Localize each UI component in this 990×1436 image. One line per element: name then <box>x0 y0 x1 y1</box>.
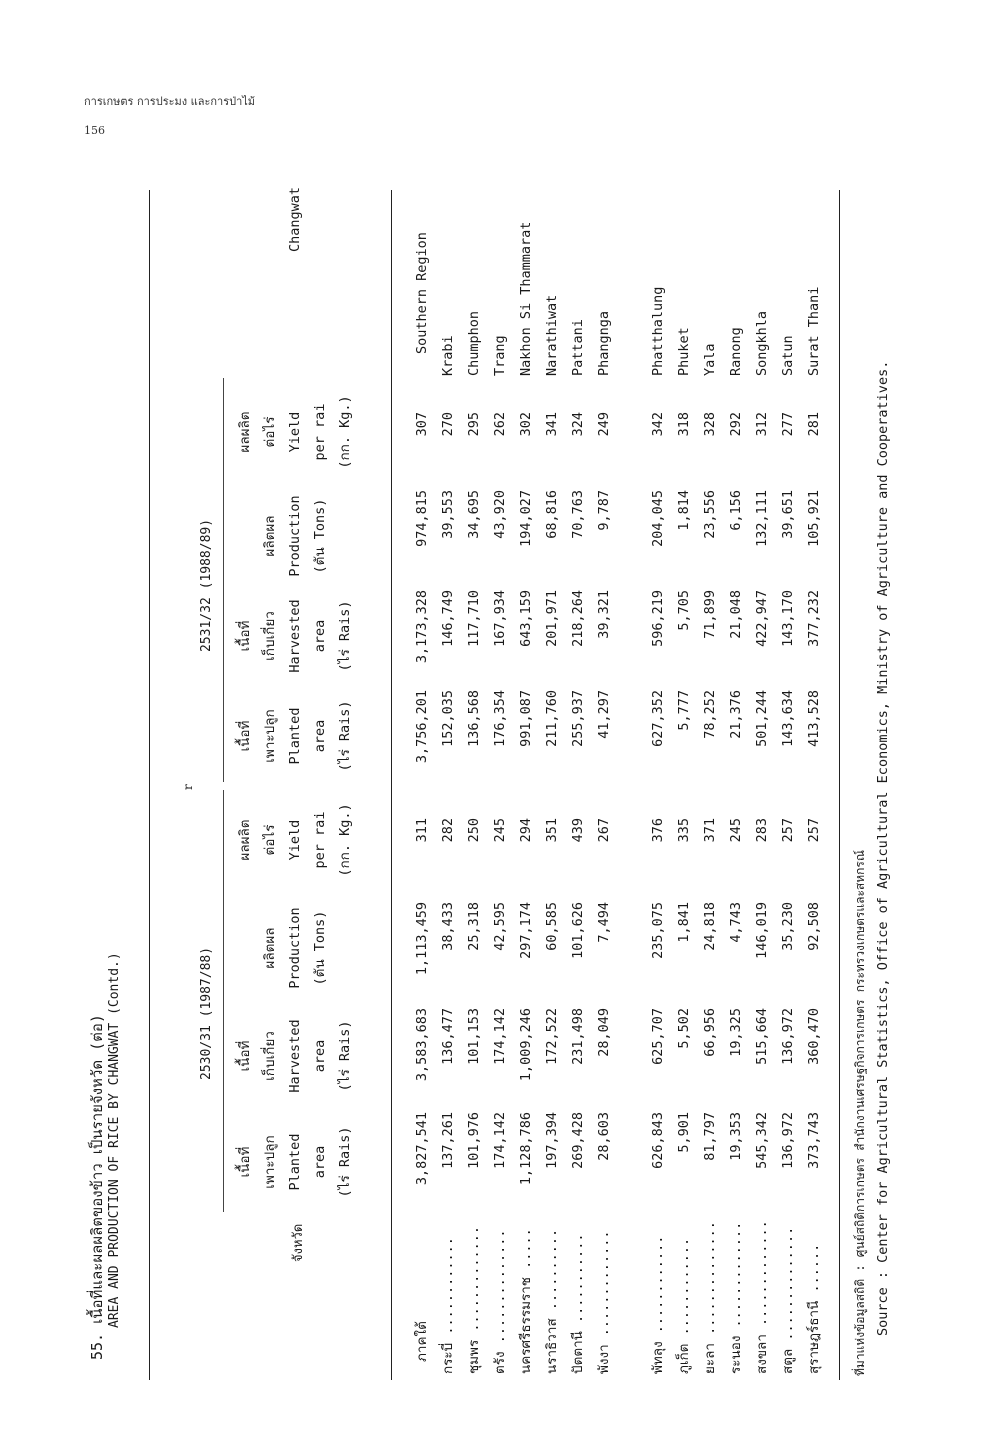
cell-value: 146,019 <box>754 902 770 959</box>
cell-value: 360,470 <box>806 1008 822 1065</box>
cell-value: 23,556 <box>702 490 718 539</box>
row-changwat-th: ภูเก็ต ............ <box>676 1237 692 1374</box>
cell-value: 324 <box>570 412 586 437</box>
year-label-2: 2531/32 (1988/89) <box>199 518 214 652</box>
changwat-header-en: Changwat <box>287 186 303 252</box>
cell-value: 277 <box>780 412 796 437</box>
cell-value: 25,318 <box>466 902 482 951</box>
row-changwat-en: Satun <box>780 335 796 376</box>
row-changwat-en: Narathiwat <box>544 294 560 376</box>
table-title-en: AREA AND PRODUCTION OF RICE BY CHANGWAT (Contd.) <box>107 952 122 1328</box>
row-changwat-th: ชุมพร ............. <box>466 1226 482 1374</box>
cell-value: 5,901 <box>676 1112 692 1153</box>
cell-value: 231,498 <box>570 1008 586 1065</box>
cell-value: 136,972 <box>780 1008 796 1065</box>
cell-value: 194,027 <box>518 490 534 547</box>
cell-value: 257 <box>806 818 822 843</box>
row-changwat-en: Pattani <box>570 319 586 376</box>
cell-value: 66,956 <box>702 1008 718 1057</box>
running-header: การเกษตร การประมง และการป่าไม้ <box>84 95 256 108</box>
source-en: Source : Center for Agricultural Statistics, Office of Agricultural Economics, Ministry of Agriculture and Cooperatives. <box>875 360 891 1336</box>
cell-value: 167,934 <box>492 590 508 647</box>
cell-value: 60,585 <box>544 902 560 951</box>
cell-value: 78,252 <box>702 690 718 739</box>
cell-value: 92,508 <box>806 902 822 951</box>
row-changwat-th: พัทลุง ............ <box>650 1235 666 1374</box>
cell-value: 9,787 <box>596 490 612 531</box>
cell-value: 439 <box>570 818 586 843</box>
col-header-yield-2: ผลผลิต ต่อไร่ Yield per rai (กก. Kg.) <box>237 395 353 469</box>
col-header-planted-1: เนื้อที่ เพาะปลูก Planted area (ไร่ Rais) <box>237 1126 353 1198</box>
table-title-thai: เนื้อที่และผลผลิตของข้าว เป็นรายจังหวัด (ต่อ) <box>88 1014 106 1324</box>
cell-value: 174,142 <box>492 1008 508 1065</box>
row-changwat-en: Nakhon Si Thammarat <box>518 221 534 376</box>
cell-value: 245 <box>728 818 744 843</box>
cell-value: 255,937 <box>570 690 586 747</box>
cell-value: 211,760 <box>544 690 560 747</box>
cell-value: 21,376 <box>728 690 744 739</box>
cell-value: 143,634 <box>780 690 796 747</box>
cell-value: 3,583,683 <box>414 1008 430 1082</box>
col-header-harvested-2: เนื้อที่ เก็บเกี่ยว Harvested area (ไร่ Rais) <box>237 599 353 673</box>
cell-value: 34,695 <box>466 490 482 539</box>
cell-value: 328 <box>702 412 718 437</box>
cell-value: 267 <box>596 818 612 843</box>
cell-value: 974,815 <box>414 490 430 547</box>
cell-value: 292 <box>728 412 744 437</box>
cell-value: 312 <box>754 412 770 437</box>
cell-value: 42,595 <box>492 902 508 951</box>
cell-value: 176,354 <box>492 690 508 747</box>
row-changwat-en: Chumphon <box>466 310 482 376</box>
cell-value: 172,522 <box>544 1008 560 1065</box>
cell-value: 342 <box>650 412 666 437</box>
cell-value: 39,321 <box>596 590 612 639</box>
cell-value: 1,113,459 <box>414 902 430 976</box>
page-number: 156 <box>84 124 105 137</box>
cell-value: 19,325 <box>728 1008 744 1057</box>
cell-value: 101,626 <box>570 902 586 959</box>
cell-value: 3,827,541 <box>414 1112 430 1186</box>
row-changwat-th: กระบี่ ............ <box>440 1237 456 1374</box>
cell-value: 596,219 <box>650 590 666 647</box>
cell-value: 294 <box>518 818 534 843</box>
cell-value: 81,797 <box>702 1112 718 1161</box>
cell-value: 643,159 <box>518 590 534 647</box>
cell-value: 146,749 <box>440 590 456 647</box>
row-changwat-en: Krabi <box>440 335 456 376</box>
cell-value: 197,394 <box>544 1112 560 1169</box>
year-underline-2 <box>223 378 224 782</box>
cell-value: 283 <box>754 818 770 843</box>
cell-value: 41,297 <box>596 690 612 739</box>
row-changwat-th: สุราษฎร์ธานี ...... <box>806 1243 822 1374</box>
cell-value: 174,142 <box>492 1112 508 1169</box>
row-changwat-th: ยะลา .............. <box>702 1221 718 1374</box>
cell-value: 71,899 <box>702 590 718 639</box>
row-changwat-th: สงขลา ............. <box>754 1220 770 1374</box>
row-changwat-th: ระนอง ............. <box>728 1221 744 1374</box>
cell-value: 318 <box>676 412 692 437</box>
row-changwat-th: นราธิวาส .......... <box>544 1228 560 1374</box>
row-changwat-en: Phatthalung <box>650 286 666 376</box>
cell-value: 373,743 <box>806 1112 822 1169</box>
cell-value: 545,342 <box>754 1112 770 1169</box>
row-changwat-en: Phangnga <box>596 310 612 376</box>
cell-value: 5,502 <box>676 1008 692 1049</box>
cell-value: 311 <box>414 818 430 843</box>
cell-value: 24,818 <box>702 902 718 951</box>
cell-value: 270 <box>440 412 456 437</box>
cell-value: 218,264 <box>570 590 586 647</box>
row-changwat-en: Ranong <box>728 327 744 376</box>
row-changwat-th: นครศรีธรรมราช ..... <box>518 1228 534 1374</box>
row-changwat-en: Surat Thani <box>806 286 822 376</box>
cell-value: 68,816 <box>544 490 560 539</box>
cell-value: 39,553 <box>440 490 456 539</box>
cell-value: 5,705 <box>676 590 692 631</box>
cell-value: 4,743 <box>728 902 744 943</box>
cell-value: 5,777 <box>676 690 692 731</box>
cell-value: 38,433 <box>440 902 456 951</box>
cell-value: 132,111 <box>754 490 770 547</box>
cell-value: 1,814 <box>676 490 692 531</box>
cell-value: 249 <box>596 412 612 437</box>
cell-value: 501,244 <box>754 690 770 747</box>
cell-value: 422,947 <box>754 590 770 647</box>
revision-mark: r <box>181 784 195 790</box>
table-title-th <box>85 1014 109 1360</box>
cell-value: 39,651 <box>780 490 796 539</box>
col-header-yield-1: ผลผลิต ต่อไร่ Yield per rai (กก. Kg.) <box>237 803 353 877</box>
row-changwat-th: ภาคใต้ <box>414 1321 430 1362</box>
table-number: 55. <box>88 1332 106 1360</box>
cell-value: 297,174 <box>518 902 534 959</box>
year-label-1: 2530/31 (1987/88) <box>199 946 214 1080</box>
cell-value: 371 <box>702 818 718 843</box>
row-changwat-en: Yala <box>702 343 718 376</box>
year-underline-1 <box>223 790 224 1212</box>
cell-value: 245 <box>492 818 508 843</box>
source-th: ที่มาแห่งข้อมูลสถิติ : ศูนย์สถิติการเกษตร สำนักงานเศรษฐกิจการเกษตร กระทรวงเกษตรและสหกรณ์ <box>853 850 867 1376</box>
cell-value: 1,009,246 <box>518 1008 534 1082</box>
col-header-planted-2: เนื้อที่ เพาะปลูก Planted area (ไร่ Rais) <box>237 700 353 772</box>
cell-value: 136,972 <box>780 1112 796 1169</box>
cell-value: 627,352 <box>650 690 666 747</box>
cell-value: 143,170 <box>780 590 796 647</box>
row-changwat-en: Phuket <box>676 327 692 376</box>
row-changwat-th: พังงา ............. <box>596 1230 612 1374</box>
cell-value: 991,087 <box>518 690 534 747</box>
cell-value: 21,048 <box>728 590 744 639</box>
row-changwat-th: ตรัง .............. <box>492 1229 508 1374</box>
cell-value: 257 <box>780 818 796 843</box>
cell-value: 377,232 <box>806 590 822 647</box>
cell-value: 341 <box>544 412 560 437</box>
cell-value: 28,603 <box>596 1112 612 1161</box>
cell-value: 335 <box>676 818 692 843</box>
cell-value: 376 <box>650 818 666 843</box>
cell-value: 307 <box>414 412 430 437</box>
row-changwat-en: Southern Region <box>414 232 430 354</box>
cell-value: 515,664 <box>754 1008 770 1065</box>
col-header-harvested-1: เนื้อที่ เก็บเกี่ยว Harvested area (ไร่ Rais) <box>237 1019 353 1093</box>
cell-value: 35,230 <box>780 902 796 951</box>
cell-value: 101,153 <box>466 1008 482 1065</box>
cell-value: 43,920 <box>492 490 508 539</box>
row-changwat-th: สตูล .............. <box>780 1226 796 1374</box>
cell-value: 262 <box>492 412 508 437</box>
cell-value: 281 <box>806 412 822 437</box>
cell-value: 201,971 <box>544 590 560 647</box>
top-rule <box>149 190 150 1380</box>
cell-value: 117,710 <box>466 590 482 647</box>
cell-value: 137,261 <box>440 1112 456 1169</box>
cell-value: 235,075 <box>650 902 666 959</box>
cell-value: 70,763 <box>570 490 586 539</box>
row-changwat-en: Songkhla <box>754 310 770 376</box>
cell-value: 250 <box>466 818 482 843</box>
bottom-rule <box>839 190 840 1380</box>
cell-value: 6,156 <box>728 490 744 531</box>
col-header-production-1: ผลิตผล Production (ตัน Tons) <box>262 907 328 989</box>
cell-value: 282 <box>440 818 456 843</box>
cell-value: 136,568 <box>466 690 482 747</box>
row-changwat-en: Trang <box>492 335 508 376</box>
cell-value: 413,528 <box>806 690 822 747</box>
changwat-header-th: จังหวัด <box>291 1223 306 1262</box>
row-changwat-th: ปัตตานี ........... <box>570 1233 586 1374</box>
cell-value: 136,477 <box>440 1008 456 1065</box>
cell-value: 19,353 <box>728 1112 744 1161</box>
col-header-production-2: ผลิตผล Production (ตัน Tons) <box>262 495 328 577</box>
cell-value: 3,173,328 <box>414 590 430 664</box>
cell-value: 101,976 <box>466 1112 482 1169</box>
rotated-table <box>88 150 965 1380</box>
cell-value: 625,707 <box>650 1008 666 1065</box>
cell-value: 295 <box>466 412 482 437</box>
cell-value: 204,045 <box>650 490 666 547</box>
cell-value: 3,756,201 <box>414 690 430 764</box>
cell-value: 7,494 <box>596 902 612 943</box>
cell-value: 1,128,786 <box>518 1112 534 1186</box>
cell-value: 351 <box>544 818 560 843</box>
cell-value: 1,841 <box>676 902 692 943</box>
cell-value: 105,921 <box>806 490 822 547</box>
cell-value: 28,049 <box>596 1008 612 1057</box>
header-rule <box>391 190 392 1380</box>
cell-value: 152,035 <box>440 690 456 747</box>
cell-value: 302 <box>518 412 534 437</box>
cell-value: 269,428 <box>570 1112 586 1169</box>
cell-value: 626,843 <box>650 1112 666 1169</box>
